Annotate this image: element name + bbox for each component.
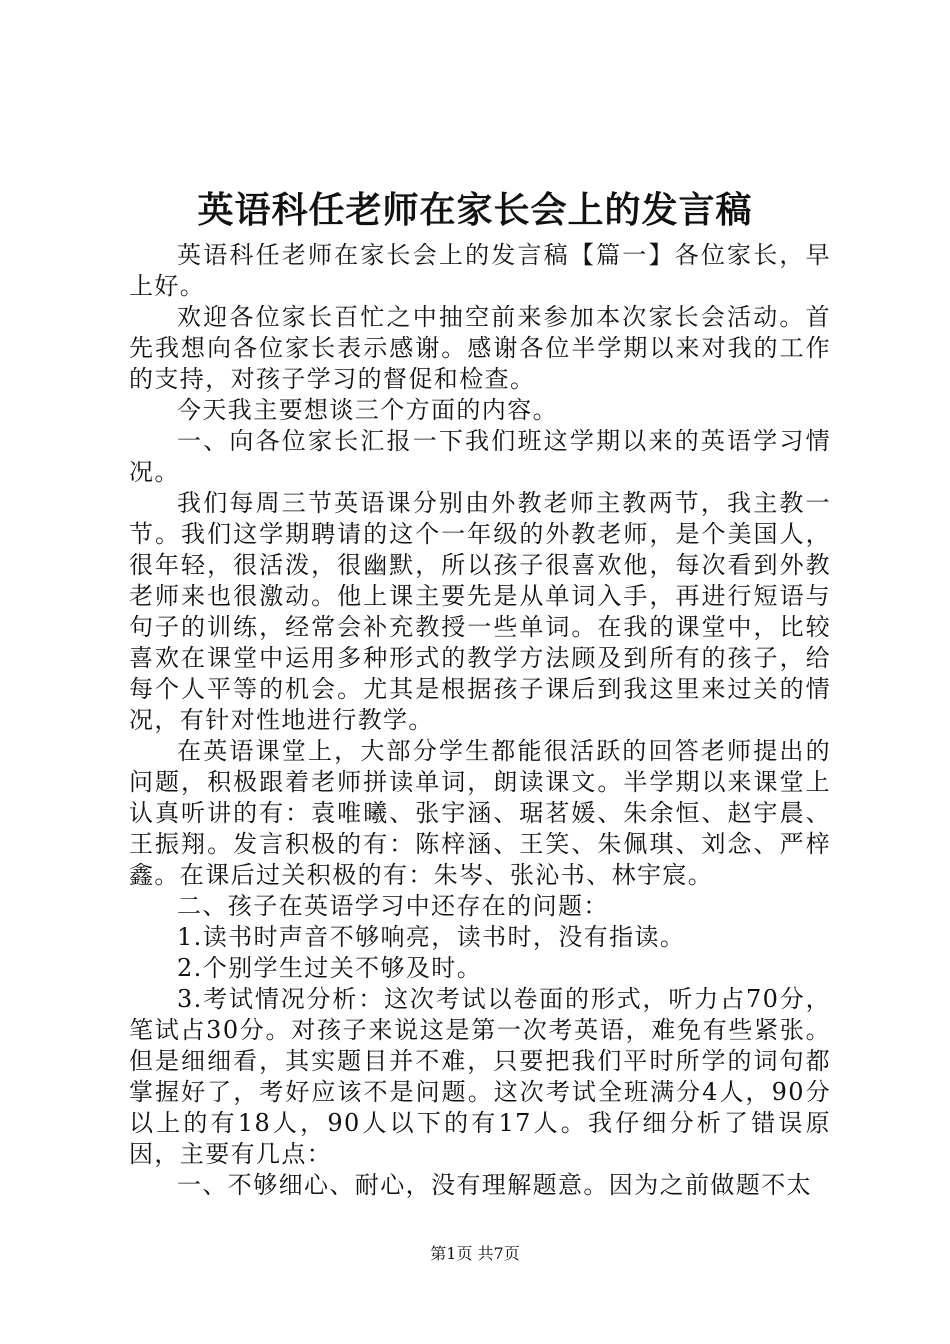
paragraph-8: 1.读书时声音不够响亮，读书时，没有指读。 bbox=[177, 923, 686, 951]
paragraph-4: 一、向各位家长汇报一下我们班这学期以来的英语学习情况。 bbox=[129, 427, 831, 486]
paragraph-2: 欢迎各位家长百忙之中抽空前来参加本次家长会活动。首先我想向各位家长表示感谢。感谢各位半学期以来对我的工作的支持，对孩子学习的督促和检查。 bbox=[129, 303, 831, 393]
paragraph-1: 英语科任老师在家长会上的发言稿【篇一】各位家长，早上好。 bbox=[129, 241, 831, 300]
paragraph-11: 一、不够细心、耐心，没有理解题意。因为之前做题不太 bbox=[177, 1171, 812, 1199]
paragraph-6: 在英语课堂上，大部分学生都能很活跃的回答老师提出的问题，积极跟着老师拼读单词，朗读课文。半学期以来课堂上认真听讲的有：袁唯曦、张宇涵、琚茗媛、朱余恒、赵宇晨、王振翔。发言积极的有：陈梓涵、王笑、朱佩琪、刘念、严梓鑫。在课后过关积极的有：朱岑、张沁书、林宇宸。 bbox=[129, 737, 831, 889]
paragraph-10: 3.考试情况分析：这次考试以卷面的形式，听力占70分，笔试占30分。对孩子来说这是第一次考英语，难免有些紧张。但是细细看，其实题目并不难，只要把我们平时所学的词句都掌握好了，考好应该不是问题。这次考试全班满分4人，90分以上的有18人，90人以下的有17人。我仔细分析了错误原因，主要有几点： bbox=[129, 985, 831, 1168]
document-title: 英语科任老师在家长会上的发言稿 bbox=[197, 189, 753, 231]
page-footer: 第1页 共7页 bbox=[430, 1244, 520, 1263]
paragraph-3: 今天我主要想谈三个方面的内容。 bbox=[177, 396, 558, 424]
paragraph-7: 二、孩子在英语学习中还存在的问题： bbox=[177, 892, 609, 920]
paragraph-5: 我们每周三节英语课分别由外教老师主教两节，我主教一节。我们这学期聘请的这个一年级的外教老师，是个美国人，很年轻，很活泼，很幽默，所以孩子很喜欢他，每次看到外教老师来也很激动。他上课主要先是从单词入手，再进行短语与句子的训练，经常会补充教授一些单词。在我的课堂中，比较喜欢在课堂中运用多种形式的教学方法顾及到所有的孩子，给每个人平等的机会。尤其是根据孩子课后到我这里来过关的情况，有针对性地进行教学。 bbox=[129, 489, 831, 734]
paragraph-9: 2.个别学生过关不够及时。 bbox=[177, 954, 483, 982]
document-body bbox=[129, 240, 831, 1201]
